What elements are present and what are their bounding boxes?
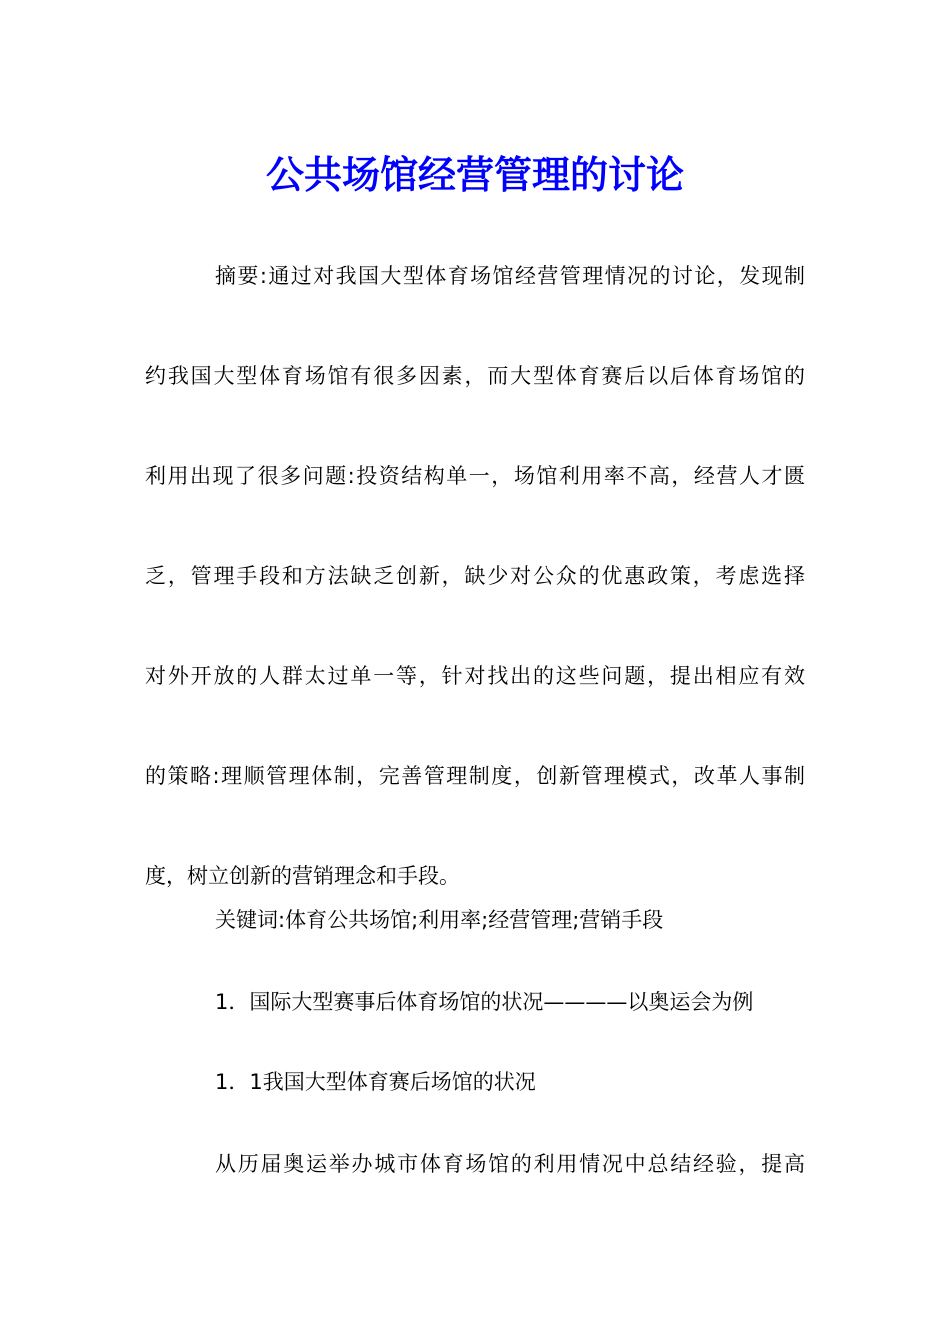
subsection-heading: 1．1我国大型体育赛后场馆的状况 xyxy=(215,1070,536,1094)
abstract-line: 乏，管理手段和方法缺乏创新，缺少对公众的优惠政策，考虑选择 xyxy=(145,564,805,588)
section-heading: 1．国际大型赛事后体育场馆的状况————以奥运会为例 xyxy=(215,990,754,1014)
abstract-line: 的策略:理顺管理体制，完善管理制度，创新管理模式，改革人事制 xyxy=(145,764,805,788)
document-title: 公共场馆经营管理的讨论 xyxy=(265,152,684,198)
abstract-line: 利用出现了很多问题:投资结构单一，场馆利用率不高，经营人才匮 xyxy=(145,464,805,488)
abstract-line: 对外开放的人群太过单一等，针对找出的这些问题，提出相应有效 xyxy=(145,664,805,688)
abstract-line: 约我国大型体育场馆有很多因素，而大型体育赛后以后体育场馆的 xyxy=(145,364,805,388)
abstract-line: 摘要:通过对我国大型体育场馆经营管理情况的讨论，发现制 xyxy=(215,264,805,288)
keywords-line: 关键词:体育公共场馆;利用率;经营管理;营销手段 xyxy=(215,908,664,932)
abstract-paragraph xyxy=(145,226,805,926)
body-paragraph: 从历届奥运举办城市体育场馆的利用情况中总结经验，提高 xyxy=(215,1152,805,1176)
abstract-line: 度，树立创新的营销理念和手段。 xyxy=(145,864,460,888)
